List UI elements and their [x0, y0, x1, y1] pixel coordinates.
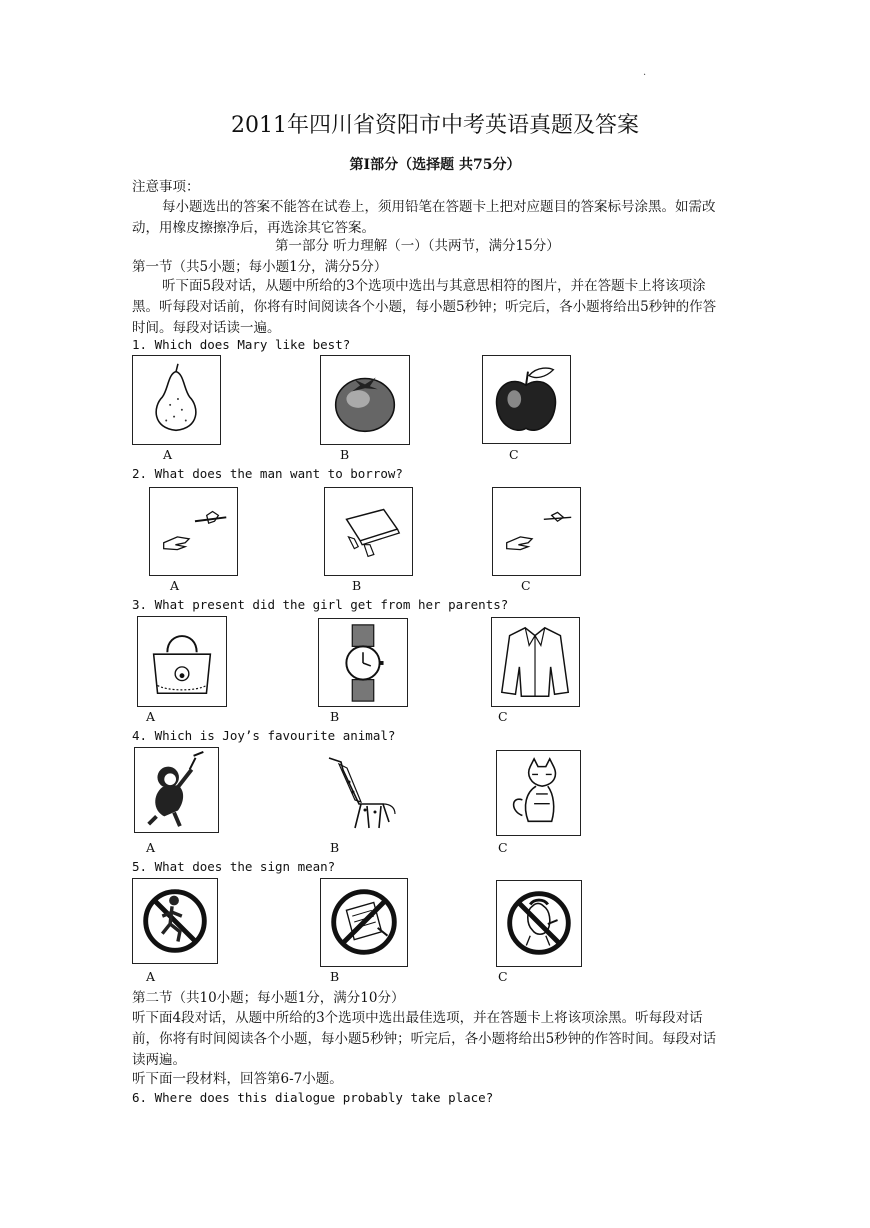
- section-a-heading: 第一节（共5小题；每小题1分，满分5分）: [132, 259, 388, 275]
- option-2b-picture[interactable]: [324, 487, 413, 576]
- option-5c-picture[interactable]: [496, 880, 582, 967]
- no-running-sign-icon: [133, 879, 217, 963]
- option-3c-picture[interactable]: [491, 617, 580, 707]
- no-smoking-sign-icon: [497, 881, 581, 966]
- option-1a-label: A: [163, 447, 173, 462]
- question-2-text: 2. What does the man want to borrow?: [132, 466, 403, 481]
- material-intro: 听下面一段材料，回答第6-7小题。: [132, 1071, 343, 1087]
- option-1b-label: B: [340, 447, 350, 462]
- notice-label: 注意事项：: [132, 179, 200, 195]
- option-1a-picture[interactable]: [132, 355, 221, 445]
- question-6-text: 6. Where does this dialogue probably take place?: [132, 1090, 494, 1105]
- option-2a-label: A: [170, 578, 180, 593]
- option-5c-label: C: [498, 969, 508, 984]
- question-5-text: 5. What does the sign mean?: [132, 859, 336, 874]
- tomato-icon: [321, 356, 409, 444]
- question-1-text: 1. Which does Mary like best?: [132, 337, 351, 352]
- option-4a-label: A: [146, 840, 156, 855]
- option-3a-picture[interactable]: [137, 616, 227, 707]
- part-heading: 第Ⅰ部分（选择题 共75分）: [349, 157, 521, 173]
- monkey-icon: [135, 748, 218, 832]
- hands-book-icon: [325, 488, 412, 575]
- option-5b-label: B: [330, 969, 340, 984]
- option-4a-picture[interactable]: [134, 747, 219, 833]
- no-writing-sign-icon: [321, 879, 407, 966]
- page-title: 2011年四川省资阳市中考英语真题及答案: [231, 113, 639, 138]
- option-5a-picture[interactable]: [132, 878, 218, 964]
- section-b-instructions: 听下面4段对话，从题中所给的3个选项中选出最佳选项，并在答题卡上将该项涂黑。听每段对话前，你将有时间阅读各个小题，每小题5秒钟；听完后，各小题将给出5秒钟的作答时间。每段对话读两遍。: [132, 1010, 717, 1068]
- option-1c-label: C: [509, 447, 519, 462]
- option-4b-label: B: [330, 840, 340, 855]
- giraffe-icon: [319, 748, 405, 835]
- hand-pen-icon: [493, 488, 580, 575]
- jacket-icon: [492, 618, 579, 706]
- option-2c-label: C: [521, 578, 531, 593]
- option-3c-label: C: [498, 709, 508, 724]
- corner-dot: ·: [643, 70, 647, 81]
- section-one-heading: 第一部分 听力理解（一）（共两节，满分15分）: [275, 238, 560, 254]
- watch-icon: [319, 619, 407, 706]
- question-4-text: 4. Which is Joy’s favourite animal?: [132, 728, 396, 743]
- question-3-text: 3. What present did the girl get from her parents?: [132, 597, 509, 612]
- pear-icon: [133, 356, 220, 444]
- option-4b-picture[interactable]: [319, 748, 405, 835]
- option-3a-label: A: [146, 709, 156, 724]
- option-4c-label: C: [498, 840, 508, 855]
- option-2a-picture[interactable]: [149, 487, 238, 576]
- hand-pencil-icon: [150, 488, 237, 575]
- option-5b-picture[interactable]: [320, 878, 408, 967]
- option-3b-picture[interactable]: [318, 618, 408, 707]
- option-1c-picture[interactable]: [482, 355, 571, 444]
- option-4c-picture[interactable]: [496, 750, 581, 836]
- cat-icon: [497, 751, 580, 835]
- option-1b-picture[interactable]: [320, 355, 410, 445]
- notice-text: 每小题选出的答案不能答在试卷上，须用铅笔在答题卡上把对应题目的答案标号涂黑。如需改动，用橡皮擦擦净后，再选涂其它答案。: [132, 199, 716, 236]
- section-b-heading: 第二节（共10小题；每小题1分，满分10分）: [132, 990, 405, 1006]
- option-5a-label: A: [146, 969, 156, 984]
- handbag-icon: [138, 617, 226, 706]
- option-2b-label: B: [352, 578, 362, 593]
- option-3b-label: B: [330, 709, 340, 724]
- section-a-instructions: 听下面5段对话，从题中所给的3个选项中选出与其意思相符的图片，并在答题卡上将该项涂黑。听每段对话前，你将有时间阅读各个小题，每小题5秒钟；听完后，各小题将给出5秒钟的作答时间。每段对话读一遍。: [132, 278, 717, 336]
- apple-icon: [483, 356, 570, 443]
- option-2c-picture[interactable]: [492, 487, 581, 576]
